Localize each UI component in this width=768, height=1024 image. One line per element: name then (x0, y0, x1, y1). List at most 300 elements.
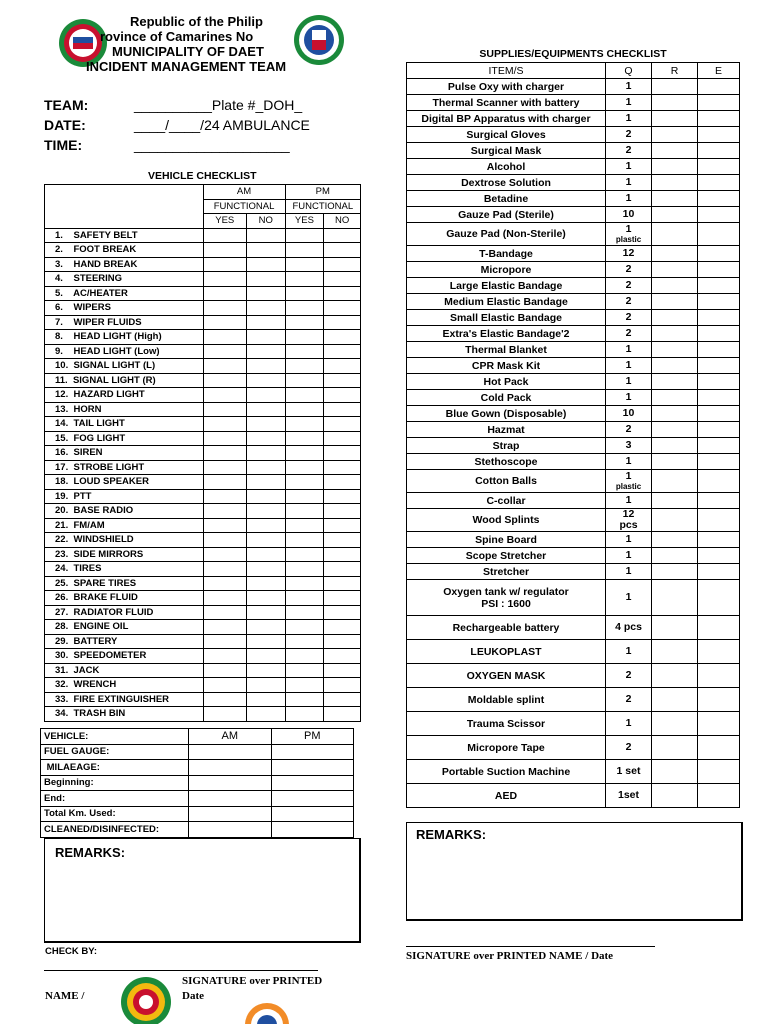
supply-cell-r[interactable] (652, 664, 698, 688)
vehicle-check-cell-pm-yes[interactable] (285, 576, 324, 591)
supply-cell-r[interactable] (652, 580, 698, 616)
supply-cell-r[interactable] (652, 294, 698, 310)
vehicle-check-cell-pm-yes[interactable] (285, 272, 324, 287)
vehicle-check-cell-am-no[interactable] (247, 315, 286, 330)
vehicle-check-cell-pm-yes[interactable] (285, 547, 324, 562)
vehicle-check-cell-pm-no[interactable] (324, 431, 361, 446)
supply-row (407, 422, 740, 438)
remarks-box-left[interactable] (44, 838, 361, 943)
vehicle-info-pm-cell[interactable] (271, 791, 354, 807)
supply-row (407, 262, 740, 278)
signature-line-left (44, 970, 318, 971)
vehicle-check-cell-am-no[interactable] (247, 359, 286, 374)
vehicle-check-cell-am-no[interactable] (247, 533, 286, 548)
vehicle-info-pm-cell[interactable] (271, 744, 354, 760)
vehicle-check-cell-am-no[interactable] (247, 402, 286, 417)
vehicle-check-cell-pm-yes[interactable] (285, 533, 324, 548)
supply-cell-e[interactable] (698, 616, 740, 640)
vehicle-check-item: 23. SIDE MIRRORS (45, 547, 204, 562)
supply-cell-r[interactable] (652, 246, 698, 262)
vehicle-check-cell-am-yes[interactable] (203, 243, 247, 258)
vehicle-check-cell-pm-no[interactable] (324, 605, 361, 620)
vehicle-check-cell-pm-yes[interactable] (285, 678, 324, 693)
supply-item: Strap (407, 438, 606, 454)
vehicle-check-cell-pm-no[interactable] (324, 446, 361, 461)
vehicle-info-am-header: AM (189, 729, 272, 745)
vehicle-check-cell-am-no[interactable] (247, 605, 286, 620)
vehicle-check-cell-pm-no[interactable] (324, 562, 361, 577)
supply-item: Gauze Pad (Sterile) (407, 207, 606, 223)
supply-cell-e[interactable] (698, 95, 740, 111)
supply-cell-r[interactable] (652, 278, 698, 294)
vehicle-check-cell-pm-yes[interactable] (285, 460, 324, 475)
vehicle-check-cell-am-yes[interactable] (203, 692, 247, 707)
vehicle-check-cell-pm-yes[interactable] (285, 359, 324, 374)
supply-cell-r[interactable] (652, 712, 698, 736)
supply-cell-e[interactable] (698, 580, 740, 616)
vehicle-check-cell-am-no[interactable] (247, 446, 286, 461)
vehicle-check-cell-pm-no[interactable] (324, 692, 361, 707)
vehicle-check-item: 29. BATTERY (45, 634, 204, 649)
supply-cell-r[interactable] (652, 509, 698, 532)
supply-cell-e[interactable] (698, 326, 740, 342)
supply-cell-e[interactable] (698, 175, 740, 191)
team-value[interactable]: __________Plate #_DOH_ (134, 97, 303, 113)
vehicle-check-row (45, 649, 361, 664)
vehicle-info-pm-cell[interactable] (271, 806, 354, 822)
date-value[interactable]: ____/____/24 AMBULANCE (134, 117, 310, 133)
supply-quantity (606, 374, 652, 390)
vehicle-check-cell-am-no[interactable] (247, 243, 286, 258)
vehicle-check-cell-pm-yes[interactable] (285, 591, 324, 606)
vehicle-check-cell-pm-yes[interactable] (285, 301, 324, 316)
vehicle-check-cell-pm-no[interactable] (324, 359, 361, 374)
vehicle-info-row (41, 744, 354, 760)
supply-cell-r[interactable] (652, 406, 698, 422)
vehicle-check-cell-am-yes[interactable] (203, 257, 247, 272)
vehicle-info-am-cell[interactable] (189, 822, 272, 838)
supply-cell-e[interactable] (698, 509, 740, 532)
vehicle-check-cell-pm-no[interactable] (324, 402, 361, 417)
vehicle-check-cell-am-yes[interactable] (203, 562, 247, 577)
vehicle-check-cell-pm-no[interactable] (324, 678, 361, 693)
supply-cell-r[interactable] (652, 564, 698, 580)
vehicle-check-cell-pm-no[interactable] (324, 620, 361, 635)
vehicle-check-cell-am-yes[interactable] (203, 373, 247, 388)
supply-cell-e[interactable] (698, 127, 740, 143)
supply-cell-e[interactable] (698, 191, 740, 207)
vehicle-check-cell-am-no[interactable] (247, 620, 286, 635)
supply-cell-e[interactable] (698, 564, 740, 580)
vehicle-check-cell-am-no[interactable] (247, 431, 286, 446)
supply-cell-e[interactable] (698, 390, 740, 406)
vehicle-check-cell-am-no[interactable] (247, 504, 286, 519)
time-label: TIME: (44, 137, 83, 153)
vehicle-check-cell-pm-no[interactable] (324, 504, 361, 519)
supply-quantity-value: 2 (625, 669, 632, 681)
supply-cell-r[interactable] (652, 438, 698, 454)
supply-cell-r[interactable] (652, 422, 698, 438)
supply-cell-r[interactable] (652, 736, 698, 760)
vehicle-check-cell-am-yes[interactable] (203, 475, 247, 490)
vehicle-check-cell-am-no[interactable] (247, 518, 286, 533)
vehicle-check-cell-am-no[interactable] (247, 417, 286, 432)
supply-cell-e[interactable] (698, 374, 740, 390)
supply-item: Pulse Oxy with charger (407, 79, 606, 95)
vc-pm-header: PM (285, 185, 360, 200)
vehicle-check-cell-am-no[interactable] (247, 301, 286, 316)
vehicle-check-cell-pm-no[interactable] (324, 475, 361, 490)
vehicle-info-pm-cell[interactable] (271, 822, 354, 838)
vehicle-check-cell-pm-yes[interactable] (285, 663, 324, 678)
supply-cell-r[interactable] (652, 207, 698, 223)
vehicle-check-cell-am-yes[interactable] (203, 446, 247, 461)
supply-cell-e[interactable] (698, 664, 740, 688)
vehicle-check-cell-pm-yes[interactable] (285, 344, 324, 359)
supply-cell-e[interactable] (698, 688, 740, 712)
supplies-col-q: Q (606, 63, 652, 79)
vehicle-check-cell-am-yes[interactable] (203, 286, 247, 301)
supply-row (407, 175, 740, 191)
vehicle-check-cell-am-yes[interactable] (203, 663, 247, 678)
vehicle-check-row (45, 605, 361, 620)
supply-cell-r[interactable] (652, 191, 698, 207)
vehicle-check-cell-am-yes[interactable] (203, 533, 247, 548)
vehicle-check-cell-am-no[interactable] (247, 257, 286, 272)
vehicle-check-item: 11. SIGNAL LIGHT (R) (45, 373, 204, 388)
vehicle-check-cell-am-yes[interactable] (203, 344, 247, 359)
vehicle-check-cell-am-no[interactable] (247, 272, 286, 287)
supply-cell-r[interactable] (652, 310, 698, 326)
supply-quantity-note: plastic (615, 482, 642, 491)
vehicle-check-item: 9. HEAD LIGHT (Low) (45, 344, 204, 359)
vehicle-check-cell-am-yes[interactable] (203, 620, 247, 635)
supply-cell-e[interactable] (698, 548, 740, 564)
supply-cell-r[interactable] (652, 390, 698, 406)
vehicle-check-cell-am-yes[interactable] (203, 576, 247, 591)
vehicle-check-cell-pm-yes[interactable] (285, 388, 324, 403)
vehicle-check-row (45, 475, 361, 490)
supply-cell-e[interactable] (698, 760, 740, 784)
supply-quantity-value: 1 (625, 112, 632, 124)
vehicle-check-cell-pm-yes[interactable] (285, 330, 324, 345)
vehicle-info-am-cell[interactable] (189, 760, 272, 776)
vehicle-check-row (45, 518, 361, 533)
vehicle-check-cell-pm-yes[interactable] (285, 707, 324, 722)
supply-quantity (606, 406, 652, 422)
supply-item: Micropore Tape (407, 736, 606, 760)
vehicle-check-cell-am-yes[interactable] (203, 359, 247, 374)
vehicle-check-cell-pm-yes[interactable] (285, 692, 324, 707)
supply-cell-e[interactable] (698, 493, 740, 509)
supply-cell-r[interactable] (652, 223, 698, 246)
vehicle-check-item: 18. LOUD SPEAKER (45, 475, 204, 490)
supply-cell-r[interactable] (652, 358, 698, 374)
vehicle-check-cell-am-yes[interactable] (203, 489, 247, 504)
vehicle-check-cell-am-yes[interactable] (203, 518, 247, 533)
vehicle-check-cell-am-no[interactable] (247, 373, 286, 388)
supply-cell-e[interactable] (698, 207, 740, 223)
remarks-box-right[interactable] (406, 822, 743, 921)
supply-cell-e[interactable] (698, 454, 740, 470)
vehicle-check-cell-pm-no[interactable] (324, 634, 361, 649)
supply-cell-r[interactable] (652, 532, 698, 548)
supply-cell-e[interactable] (698, 406, 740, 422)
vehicle-check-cell-pm-yes[interactable] (285, 475, 324, 490)
vehicle-check-cell-am-yes[interactable] (203, 402, 247, 417)
vehicle-check-cell-am-no[interactable] (247, 707, 286, 722)
vehicle-check-cell-pm-no[interactable] (324, 663, 361, 678)
vehicle-check-cell-pm-no[interactable] (324, 373, 361, 388)
vehicle-check-cell-pm-no[interactable] (324, 228, 361, 243)
supply-row (407, 616, 740, 640)
vehicle-check-cell-pm-no[interactable] (324, 344, 361, 359)
vehicle-check-cell-am-yes[interactable] (203, 228, 247, 243)
vc-pm-yes: YES (285, 214, 324, 229)
name-label: NAME / (45, 990, 85, 1002)
supplies-col-e: E (698, 63, 740, 79)
vehicle-check-cell-am-yes[interactable] (203, 504, 247, 519)
supply-quantity (606, 191, 652, 207)
vehicle-check-cell-am-yes[interactable] (203, 301, 247, 316)
supply-quantity-value: 1 (625, 494, 632, 506)
vehicle-check-cell-am-yes[interactable] (203, 315, 247, 330)
vehicle-info-am-cell[interactable] (189, 775, 272, 791)
vehicle-check-cell-pm-no[interactable] (324, 286, 361, 301)
vehicle-check-cell-pm-no[interactable] (324, 388, 361, 403)
supply-cell-r[interactable] (652, 79, 698, 95)
supply-row (407, 406, 740, 422)
vehicle-check-cell-pm-yes[interactable] (285, 373, 324, 388)
supply-cell-r[interactable] (652, 470, 698, 493)
vehicle-check-cell-am-no[interactable] (247, 460, 286, 475)
supply-row (407, 736, 740, 760)
vehicle-check-row (45, 562, 361, 577)
supply-cell-e[interactable] (698, 262, 740, 278)
vehicle-check-cell-am-no[interactable] (247, 591, 286, 606)
supply-quantity-value: 1set (617, 789, 639, 801)
vehicle-info-pm-cell[interactable] (271, 760, 354, 776)
vehicle-check-cell-am-yes[interactable] (203, 460, 247, 475)
vehicle-check-cell-am-yes[interactable] (203, 388, 247, 403)
supply-cell-r[interactable] (652, 616, 698, 640)
vehicle-check-cell-am-no[interactable] (247, 489, 286, 504)
vc-am-no: NO (247, 214, 286, 229)
supply-cell-e[interactable] (698, 159, 740, 175)
time-value[interactable]: ____________________ (134, 137, 290, 153)
supply-quantity (606, 326, 652, 342)
vehicle-check-cell-am-no[interactable] (247, 634, 286, 649)
supply-cell-r[interactable] (652, 95, 698, 111)
supply-cell-r[interactable] (652, 493, 698, 509)
supply-cell-e[interactable] (698, 278, 740, 294)
supply-quantity-value: 1 set (616, 765, 641, 777)
vehicle-check-cell-pm-yes[interactable] (285, 605, 324, 620)
vehicle-check-cell-pm-yes[interactable] (285, 504, 324, 519)
supply-item: Portable Suction Machine (407, 760, 606, 784)
vehicle-check-cell-am-no[interactable] (247, 678, 286, 693)
supply-cell-e[interactable] (698, 784, 740, 808)
vehicle-check-cell-pm-no[interactable] (324, 272, 361, 287)
supply-quantity-value: 1 (625, 533, 632, 545)
supply-cell-r[interactable] (652, 640, 698, 664)
vehicle-check-cell-pm-no[interactable] (324, 460, 361, 475)
vehicle-check-cell-am-yes[interactable] (203, 634, 247, 649)
vehicle-check-cell-pm-no[interactable] (324, 315, 361, 330)
vehicle-check-cell-am-no[interactable] (247, 576, 286, 591)
supply-cell-e[interactable] (698, 438, 740, 454)
vehicle-info-am-cell[interactable] (189, 806, 272, 822)
vehicle-check-cell-pm-no[interactable] (324, 257, 361, 272)
vehicle-check-cell-pm-yes[interactable] (285, 562, 324, 577)
vehicle-check-cell-am-yes[interactable] (203, 417, 247, 432)
vehicle-check-cell-am-yes[interactable] (203, 678, 247, 693)
supply-cell-e[interactable] (698, 358, 740, 374)
vehicle-check-cell-pm-no[interactable] (324, 547, 361, 562)
vehicle-check-cell-pm-yes[interactable] (285, 257, 324, 272)
vehicle-check-cell-am-no[interactable] (247, 388, 286, 403)
supply-item: Hot Pack (407, 374, 606, 390)
supply-item: C-collar (407, 493, 606, 509)
supply-cell-r[interactable] (652, 760, 698, 784)
vehicle-check-row (45, 301, 361, 316)
supply-quantity (606, 95, 652, 111)
vehicle-info-pm-cell[interactable] (271, 775, 354, 791)
vehicle-check-cell-pm-no[interactable] (324, 489, 361, 504)
supply-cell-r[interactable] (652, 143, 698, 159)
vehicle-check-item: 15. FOG LIGHT (45, 431, 204, 446)
vehicle-info-label: MILAEAGE: (41, 760, 189, 776)
supply-quantity-value: 3 (625, 439, 632, 451)
vehicle-check-cell-am-no[interactable] (247, 344, 286, 359)
vehicle-check-cell-am-no[interactable] (247, 330, 286, 345)
vehicle-check-cell-pm-no[interactable] (324, 518, 361, 533)
supply-row (407, 564, 740, 580)
supply-quantity-value: 1 (625, 223, 632, 235)
vehicle-check-cell-am-yes[interactable] (203, 591, 247, 606)
vehicle-check-cell-pm-yes[interactable] (285, 417, 324, 432)
supply-cell-r[interactable] (652, 784, 698, 808)
vehicle-check-item: 31. JACK (45, 663, 204, 678)
vehicle-check-cell-am-yes[interactable] (203, 272, 247, 287)
supply-cell-r[interactable] (652, 127, 698, 143)
supply-cell-r[interactable] (652, 454, 698, 470)
supply-cell-r[interactable] (652, 326, 698, 342)
vehicle-check-cell-am-no[interactable] (247, 692, 286, 707)
vehicle-check-cell-am-yes[interactable] (203, 431, 247, 446)
vehicle-check-cell-pm-yes[interactable] (285, 518, 324, 533)
supply-cell-e[interactable] (698, 736, 740, 760)
supply-cell-r[interactable] (652, 175, 698, 191)
supply-cell-e[interactable] (698, 712, 740, 736)
vehicle-check-item: 24. TIRES (45, 562, 204, 577)
vehicle-check-cell-pm-no[interactable] (324, 417, 361, 432)
vehicle-check-cell-pm-yes[interactable] (285, 649, 324, 664)
vehicle-check-cell-am-no[interactable] (247, 663, 286, 678)
vehicle-check-cell-pm-no[interactable] (324, 533, 361, 548)
vehicle-check-row (45, 489, 361, 504)
supply-cell-e[interactable] (698, 310, 740, 326)
vehicle-check-row (45, 330, 361, 345)
vehicle-check-cell-pm-no[interactable] (324, 649, 361, 664)
supply-quantity-value: 1 (625, 160, 632, 172)
supply-cell-e[interactable] (698, 111, 740, 127)
bottom-seal-icon (120, 976, 172, 1024)
vehicle-check-row (45, 228, 361, 243)
vehicle-check-cell-pm-no[interactable] (324, 591, 361, 606)
supply-cell-e[interactable] (698, 223, 740, 246)
supply-cell-r[interactable] (652, 688, 698, 712)
supply-cell-r[interactable] (652, 548, 698, 564)
vehicle-check-cell-am-yes[interactable] (203, 330, 247, 345)
vehicle-check-cell-am-no[interactable] (247, 228, 286, 243)
vehicle-check-cell-pm-yes[interactable] (285, 402, 324, 417)
vehicle-check-cell-am-no[interactable] (247, 649, 286, 664)
supply-cell-r[interactable] (652, 159, 698, 175)
vehicle-check-cell-pm-yes[interactable] (285, 620, 324, 635)
vehicle-check-cell-pm-no[interactable] (324, 576, 361, 591)
vehicle-check-cell-pm-yes[interactable] (285, 489, 324, 504)
vehicle-check-cell-pm-yes[interactable] (285, 228, 324, 243)
supply-cell-e[interactable] (698, 470, 740, 493)
supply-cell-r[interactable] (652, 374, 698, 390)
vehicle-info-am-cell[interactable] (189, 791, 272, 807)
vehicle-check-cell-pm-no[interactable] (324, 707, 361, 722)
vehicle-check-cell-am-yes[interactable] (203, 605, 247, 620)
vehicle-check-item: 4. STEERING (45, 272, 204, 287)
supply-cell-e[interactable] (698, 79, 740, 95)
supply-cell-r[interactable] (652, 262, 698, 278)
supply-cell-r[interactable] (652, 342, 698, 358)
vehicle-check-cell-pm-yes[interactable] (285, 431, 324, 446)
vehicle-check-cell-am-yes[interactable] (203, 707, 247, 722)
vehicle-check-cell-pm-yes[interactable] (285, 243, 324, 258)
vehicle-check-item: 22. WINDSHIELD (45, 533, 204, 548)
vehicle-check-cell-pm-yes[interactable] (285, 286, 324, 301)
vehicle-check-cell-pm-yes[interactable] (285, 446, 324, 461)
vehicle-check-cell-pm-yes[interactable] (285, 634, 324, 649)
vehicle-check-cell-am-yes[interactable] (203, 649, 247, 664)
vehicle-check-cell-pm-no[interactable] (324, 330, 361, 345)
supply-quantity-value: 1 (625, 391, 632, 403)
supply-cell-e[interactable] (698, 246, 740, 262)
supply-quantity (606, 580, 652, 616)
supply-cell-e[interactable] (698, 532, 740, 548)
supply-quantity (606, 438, 652, 454)
supply-quantity-value: 2 (625, 279, 632, 291)
vehicle-check-item: 1. SAFETY BELT (45, 228, 204, 243)
supply-cell-e[interactable] (698, 143, 740, 159)
vehicle-check-cell-pm-no[interactable] (324, 243, 361, 258)
vehicle-info-am-cell[interactable] (189, 744, 272, 760)
vehicle-check-cell-pm-no[interactable] (324, 301, 361, 316)
supply-row (407, 294, 740, 310)
vehicle-check-cell-am-yes[interactable] (203, 547, 247, 562)
vehicle-check-cell-pm-yes[interactable] (285, 315, 324, 330)
supply-cell-e[interactable] (698, 422, 740, 438)
vehicle-check-item: 12. HAZARD LIGHT (45, 388, 204, 403)
vehicle-check-cell-am-no[interactable] (247, 286, 286, 301)
supply-row (407, 358, 740, 374)
supply-cell-e[interactable] (698, 342, 740, 358)
supply-quantity (606, 159, 652, 175)
supply-cell-r[interactable] (652, 111, 698, 127)
supply-cell-e[interactable] (698, 640, 740, 664)
supply-cell-e[interactable] (698, 294, 740, 310)
vehicle-check-cell-am-no[interactable] (247, 475, 286, 490)
vehicle-check-cell-am-no[interactable] (247, 562, 286, 577)
vehicle-check-cell-am-no[interactable] (247, 547, 286, 562)
